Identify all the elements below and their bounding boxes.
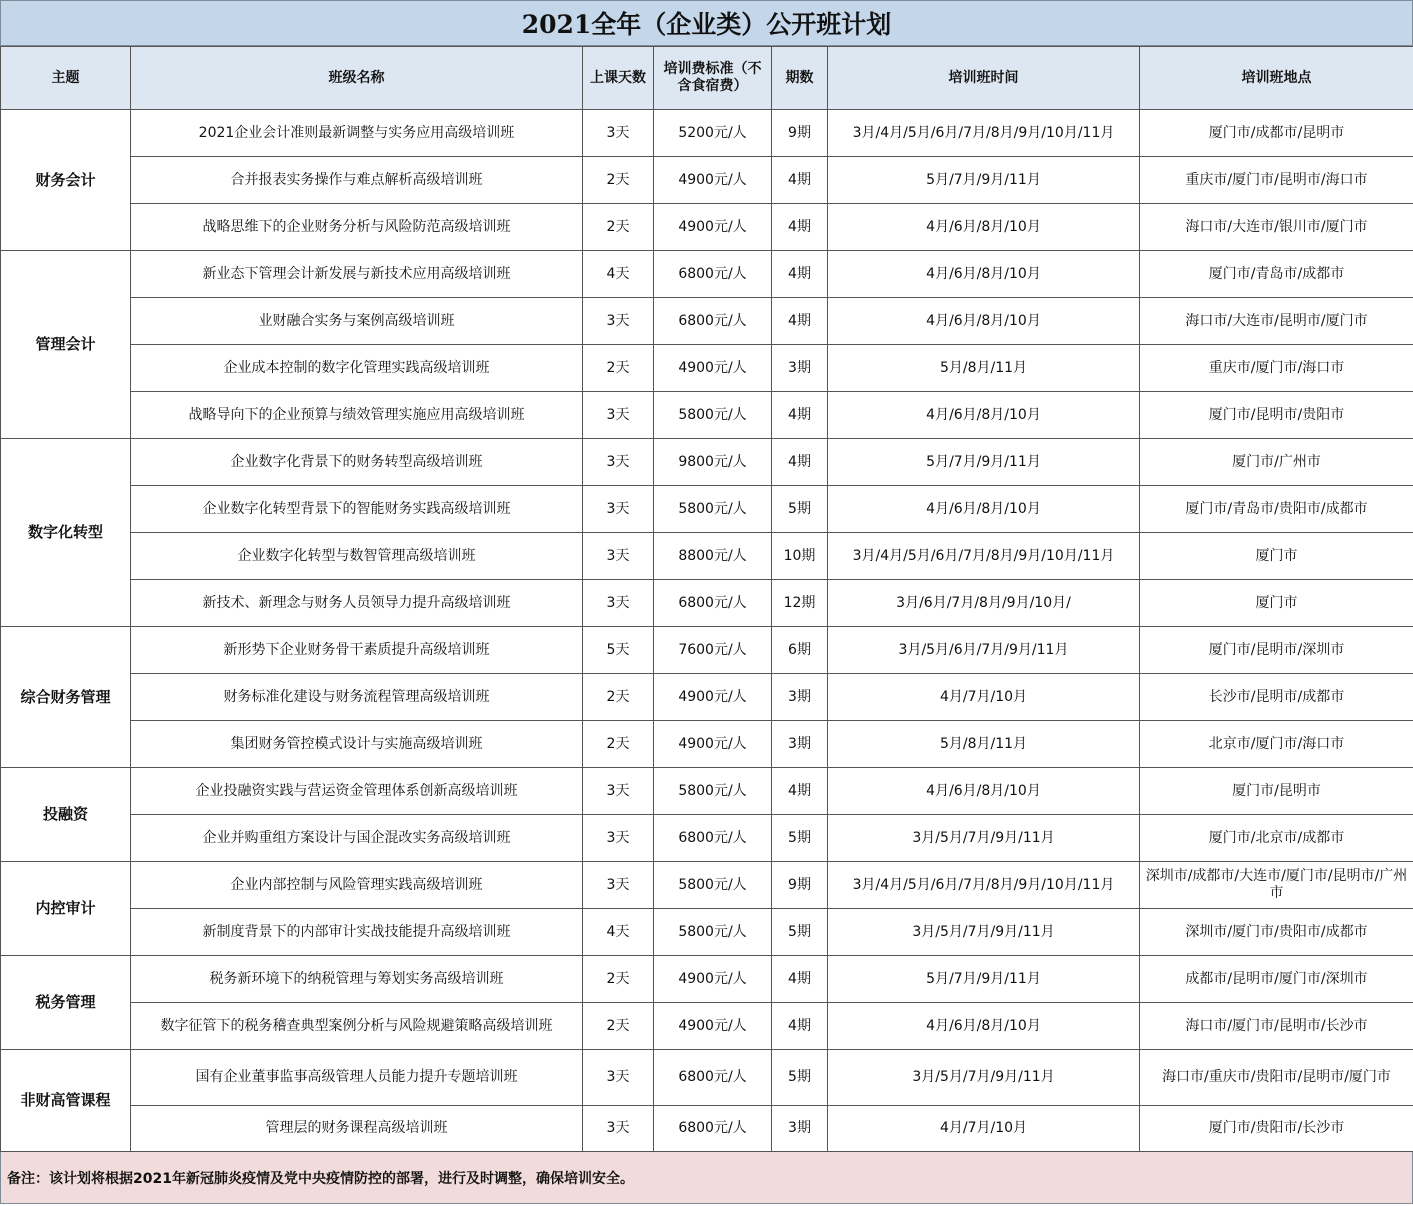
days-cell: 2天 bbox=[583, 157, 654, 204]
class-name-cell: 数字征管下的税务稽查典型案例分析与风险规避策略高级培训班 bbox=[131, 1003, 583, 1050]
days-cell: 2天 bbox=[583, 956, 654, 1003]
place-cell: 厦门市/青岛市/贵阳市/成都市 bbox=[1140, 486, 1413, 533]
class-name-cell: 集团财务管控模式设计与实施高级培训班 bbox=[131, 721, 583, 768]
class-name-cell: 2021企业会计准则最新调整与实务应用高级培训班 bbox=[131, 110, 583, 157]
days-cell: 3天 bbox=[583, 768, 654, 815]
table-row bbox=[1, 956, 1413, 1003]
days-cell: 3天 bbox=[583, 392, 654, 439]
fee-cell: 5800元/人 bbox=[654, 909, 772, 956]
footnote: 备注：该计划将根据2021年新冠肺炎疫情及党中央疫情防控的部署，进行及时调整，确保培训安全。 bbox=[0, 1152, 1413, 1204]
sheet-title: 2021全年（企业类）公开班计划 bbox=[0, 0, 1413, 46]
header-days: 上课天数 bbox=[583, 47, 654, 110]
place-cell: 重庆市/厦门市/海口市 bbox=[1140, 345, 1413, 392]
sessions-cell: 4期 bbox=[772, 392, 828, 439]
time-cell: 5月/7月/9月/11月 bbox=[828, 956, 1140, 1003]
class-name-cell: 企业数字化转型背景下的智能财务实践高级培训班 bbox=[131, 486, 583, 533]
class-name-cell: 企业成本控制的数字化管理实践高级培训班 bbox=[131, 345, 583, 392]
place-cell: 厦门市 bbox=[1140, 580, 1413, 627]
time-cell: 5月/8月/11月 bbox=[828, 345, 1140, 392]
time-cell: 5月/7月/9月/11月 bbox=[828, 439, 1140, 486]
sessions-cell: 4期 bbox=[772, 1003, 828, 1050]
sessions-cell: 3期 bbox=[772, 1106, 828, 1152]
fee-cell: 4900元/人 bbox=[654, 345, 772, 392]
table-row bbox=[1, 627, 1413, 674]
place-cell: 成都市/昆明市/厦门市/深圳市 bbox=[1140, 956, 1413, 1003]
table-row bbox=[1, 1050, 1413, 1106]
class-name-cell: 业财融合实务与案例高级培训班 bbox=[131, 298, 583, 345]
place-cell: 厦门市/贵阳市/长沙市 bbox=[1140, 1106, 1413, 1152]
days-cell: 3天 bbox=[583, 862, 654, 909]
table-row bbox=[1, 862, 1413, 909]
table-row bbox=[1, 580, 1413, 627]
place-cell: 深圳市/成都市/大连市/厦门市/昆明市/广州市 bbox=[1140, 862, 1413, 909]
fee-cell: 8800元/人 bbox=[654, 533, 772, 580]
class-name-cell: 新技术、新理念与财务人员领导力提升高级培训班 bbox=[131, 580, 583, 627]
days-cell: 3天 bbox=[583, 1050, 654, 1106]
days-cell: 5天 bbox=[583, 627, 654, 674]
time-cell: 4月/6月/8月/10月 bbox=[828, 392, 1140, 439]
topic-cell: 投融资 bbox=[1, 768, 131, 862]
fee-cell: 9800元/人 bbox=[654, 439, 772, 486]
fee-cell: 5800元/人 bbox=[654, 392, 772, 439]
sessions-cell: 9期 bbox=[772, 862, 828, 909]
days-cell: 3天 bbox=[583, 486, 654, 533]
sessions-cell: 5期 bbox=[772, 909, 828, 956]
time-cell: 3月/5月/7月/9月/11月 bbox=[828, 909, 1140, 956]
time-cell: 3月/4月/5月/6月/7月/8月/9月/10月/11月 bbox=[828, 862, 1140, 909]
fee-cell: 6800元/人 bbox=[654, 251, 772, 298]
sessions-cell: 5期 bbox=[772, 1050, 828, 1106]
table-row bbox=[1, 909, 1413, 956]
table-row bbox=[1, 392, 1413, 439]
class-name-cell: 新制度背景下的内部审计实战技能提升高级培训班 bbox=[131, 909, 583, 956]
table-row bbox=[1, 1106, 1413, 1152]
header-time: 培训班时间 bbox=[828, 47, 1140, 110]
place-cell: 厦门市/昆明市/贵阳市 bbox=[1140, 392, 1413, 439]
table-body bbox=[1, 110, 1413, 1152]
header-place: 培训班地点 bbox=[1140, 47, 1413, 110]
sessions-cell: 4期 bbox=[772, 439, 828, 486]
days-cell: 4天 bbox=[583, 251, 654, 298]
fee-cell: 4900元/人 bbox=[654, 1003, 772, 1050]
fee-cell: 5200元/人 bbox=[654, 110, 772, 157]
fee-cell: 6800元/人 bbox=[654, 815, 772, 862]
class-name-cell: 企业数字化转型与数智管理高级培训班 bbox=[131, 533, 583, 580]
days-cell: 3天 bbox=[583, 580, 654, 627]
table-row bbox=[1, 1003, 1413, 1050]
place-cell: 厦门市 bbox=[1140, 533, 1413, 580]
class-name-cell: 战略导向下的企业预算与绩效管理实施应用高级培训班 bbox=[131, 392, 583, 439]
fee-cell: 6800元/人 bbox=[654, 298, 772, 345]
time-cell: 4月/6月/8月/10月 bbox=[828, 204, 1140, 251]
days-cell: 3天 bbox=[583, 298, 654, 345]
days-cell: 3天 bbox=[583, 110, 654, 157]
fee-cell: 4900元/人 bbox=[654, 956, 772, 1003]
sessions-cell: 3期 bbox=[772, 674, 828, 721]
table-row bbox=[1, 345, 1413, 392]
header-sessions: 期数 bbox=[772, 47, 828, 110]
class-name-cell: 税务新环境下的纳税管理与筹划实务高级培训班 bbox=[131, 956, 583, 1003]
fee-cell: 4900元/人 bbox=[654, 674, 772, 721]
topic-cell: 综合财务管理 bbox=[1, 627, 131, 768]
sessions-cell: 4期 bbox=[772, 768, 828, 815]
sessions-cell: 6期 bbox=[772, 627, 828, 674]
sessions-cell: 3期 bbox=[772, 721, 828, 768]
topic-cell: 内控审计 bbox=[1, 862, 131, 956]
time-cell: 4月/6月/8月/10月 bbox=[828, 298, 1140, 345]
topic-cell: 管理会计 bbox=[1, 251, 131, 439]
time-cell: 3月/4月/5月/6月/7月/8月/9月/10月/11月 bbox=[828, 110, 1140, 157]
plan-table bbox=[0, 46, 1413, 1152]
class-name-cell: 企业数字化背景下的财务转型高级培训班 bbox=[131, 439, 583, 486]
fee-cell: 6800元/人 bbox=[654, 1106, 772, 1152]
time-cell: 4月/6月/8月/10月 bbox=[828, 251, 1140, 298]
topic-cell: 非财高管课程 bbox=[1, 1050, 131, 1152]
fee-cell: 5800元/人 bbox=[654, 486, 772, 533]
sessions-cell: 4期 bbox=[772, 251, 828, 298]
days-cell: 3天 bbox=[583, 439, 654, 486]
place-cell: 海口市/重庆市/贵阳市/昆明市/厦门市 bbox=[1140, 1050, 1413, 1106]
topic-cell: 财务会计 bbox=[1, 110, 131, 251]
fee-cell: 4900元/人 bbox=[654, 721, 772, 768]
days-cell: 2天 bbox=[583, 1003, 654, 1050]
sessions-cell: 5期 bbox=[772, 486, 828, 533]
place-cell: 厦门市/昆明市/深圳市 bbox=[1140, 627, 1413, 674]
table-row bbox=[1, 110, 1413, 157]
table-row bbox=[1, 204, 1413, 251]
sessions-cell: 10期 bbox=[772, 533, 828, 580]
table-row bbox=[1, 721, 1413, 768]
sessions-cell: 3期 bbox=[772, 345, 828, 392]
time-cell: 3月/5月/7月/9月/11月 bbox=[828, 1050, 1140, 1106]
time-cell: 4月/6月/8月/10月 bbox=[828, 1003, 1140, 1050]
table-header bbox=[1, 47, 1413, 110]
fee-cell: 4900元/人 bbox=[654, 157, 772, 204]
table-row bbox=[1, 439, 1413, 486]
table-row bbox=[1, 674, 1413, 721]
place-cell: 厦门市/北京市/成都市 bbox=[1140, 815, 1413, 862]
fee-cell: 5800元/人 bbox=[654, 768, 772, 815]
days-cell: 2天 bbox=[583, 674, 654, 721]
class-name-cell: 新形势下企业财务骨干素质提升高级培训班 bbox=[131, 627, 583, 674]
time-cell: 5月/7月/9月/11月 bbox=[828, 157, 1140, 204]
table-row bbox=[1, 815, 1413, 862]
days-cell: 3天 bbox=[583, 533, 654, 580]
sessions-cell: 4期 bbox=[772, 157, 828, 204]
table-row bbox=[1, 486, 1413, 533]
time-cell: 4月/7月/10月 bbox=[828, 1106, 1140, 1152]
fee-cell: 6800元/人 bbox=[654, 1050, 772, 1106]
place-cell: 海口市/大连市/昆明市/厦门市 bbox=[1140, 298, 1413, 345]
place-cell: 厦门市/广州市 bbox=[1140, 439, 1413, 486]
fee-cell: 6800元/人 bbox=[654, 580, 772, 627]
days-cell: 4天 bbox=[583, 909, 654, 956]
class-name-cell: 企业内部控制与风险管理实践高级培训班 bbox=[131, 862, 583, 909]
place-cell: 厦门市/昆明市 bbox=[1140, 768, 1413, 815]
place-cell: 海口市/大连市/银川市/厦门市 bbox=[1140, 204, 1413, 251]
table-row bbox=[1, 768, 1413, 815]
place-cell: 厦门市/成都市/昆明市 bbox=[1140, 110, 1413, 157]
place-cell: 海口市/厦门市/昆明市/长沙市 bbox=[1140, 1003, 1413, 1050]
place-cell: 北京市/厦门市/海口市 bbox=[1140, 721, 1413, 768]
time-cell: 3月/6月/7月/8月/9月/10月/ bbox=[828, 580, 1140, 627]
sessions-cell: 4期 bbox=[772, 204, 828, 251]
days-cell: 3天 bbox=[583, 1106, 654, 1152]
sessions-cell: 4期 bbox=[772, 298, 828, 345]
class-name-cell: 战略思维下的企业财务分析与风险防范高级培训班 bbox=[131, 204, 583, 251]
header-topic: 主题 bbox=[1, 47, 131, 110]
fee-cell: 7600元/人 bbox=[654, 627, 772, 674]
time-cell: 4月/6月/8月/10月 bbox=[828, 486, 1140, 533]
place-cell: 深圳市/厦门市/贵阳市/成都市 bbox=[1140, 909, 1413, 956]
sessions-cell: 4期 bbox=[772, 956, 828, 1003]
class-name-cell: 新业态下管理会计新发展与新技术应用高级培训班 bbox=[131, 251, 583, 298]
header-fee: 培训费标准（不含食宿费） bbox=[654, 47, 772, 110]
days-cell: 3天 bbox=[583, 815, 654, 862]
fee-cell: 4900元/人 bbox=[654, 204, 772, 251]
place-cell: 厦门市/青岛市/成都市 bbox=[1140, 251, 1413, 298]
topic-cell: 数字化转型 bbox=[1, 439, 131, 627]
table-row bbox=[1, 157, 1413, 204]
time-cell: 3月/4月/5月/6月/7月/8月/9月/10月/11月 bbox=[828, 533, 1140, 580]
class-name-cell: 管理层的财务课程高级培训班 bbox=[131, 1106, 583, 1152]
days-cell: 2天 bbox=[583, 345, 654, 392]
class-name-cell: 财务标准化建设与财务流程管理高级培训班 bbox=[131, 674, 583, 721]
fee-cell: 5800元/人 bbox=[654, 862, 772, 909]
sessions-cell: 9期 bbox=[772, 110, 828, 157]
sessions-cell: 12期 bbox=[772, 580, 828, 627]
time-cell: 3月/5月/6月/7月/9月/11月 bbox=[828, 627, 1140, 674]
time-cell: 4月/6月/8月/10月 bbox=[828, 768, 1140, 815]
class-name-cell: 合并报表实务操作与难点解析高级培训班 bbox=[131, 157, 583, 204]
topic-cell: 税务管理 bbox=[1, 956, 131, 1050]
time-cell: 4月/7月/10月 bbox=[828, 674, 1140, 721]
days-cell: 2天 bbox=[583, 721, 654, 768]
time-cell: 3月/5月/7月/9月/11月 bbox=[828, 815, 1140, 862]
class-name-cell: 企业并购重组方案设计与国企混改实务高级培训班 bbox=[131, 815, 583, 862]
place-cell: 长沙市/昆明市/成都市 bbox=[1140, 674, 1413, 721]
place-cell: 重庆市/厦门市/昆明市/海口市 bbox=[1140, 157, 1413, 204]
table-row bbox=[1, 533, 1413, 580]
header-class-name: 班级名称 bbox=[131, 47, 583, 110]
class-name-cell: 国有企业董事监事高级管理人员能力提升专题培训班 bbox=[131, 1050, 583, 1106]
sessions-cell: 5期 bbox=[772, 815, 828, 862]
class-name-cell: 企业投融资实践与营运资金管理体系创新高级培训班 bbox=[131, 768, 583, 815]
table-row bbox=[1, 251, 1413, 298]
table-row bbox=[1, 298, 1413, 345]
days-cell: 2天 bbox=[583, 204, 654, 251]
time-cell: 5月/8月/11月 bbox=[828, 721, 1140, 768]
